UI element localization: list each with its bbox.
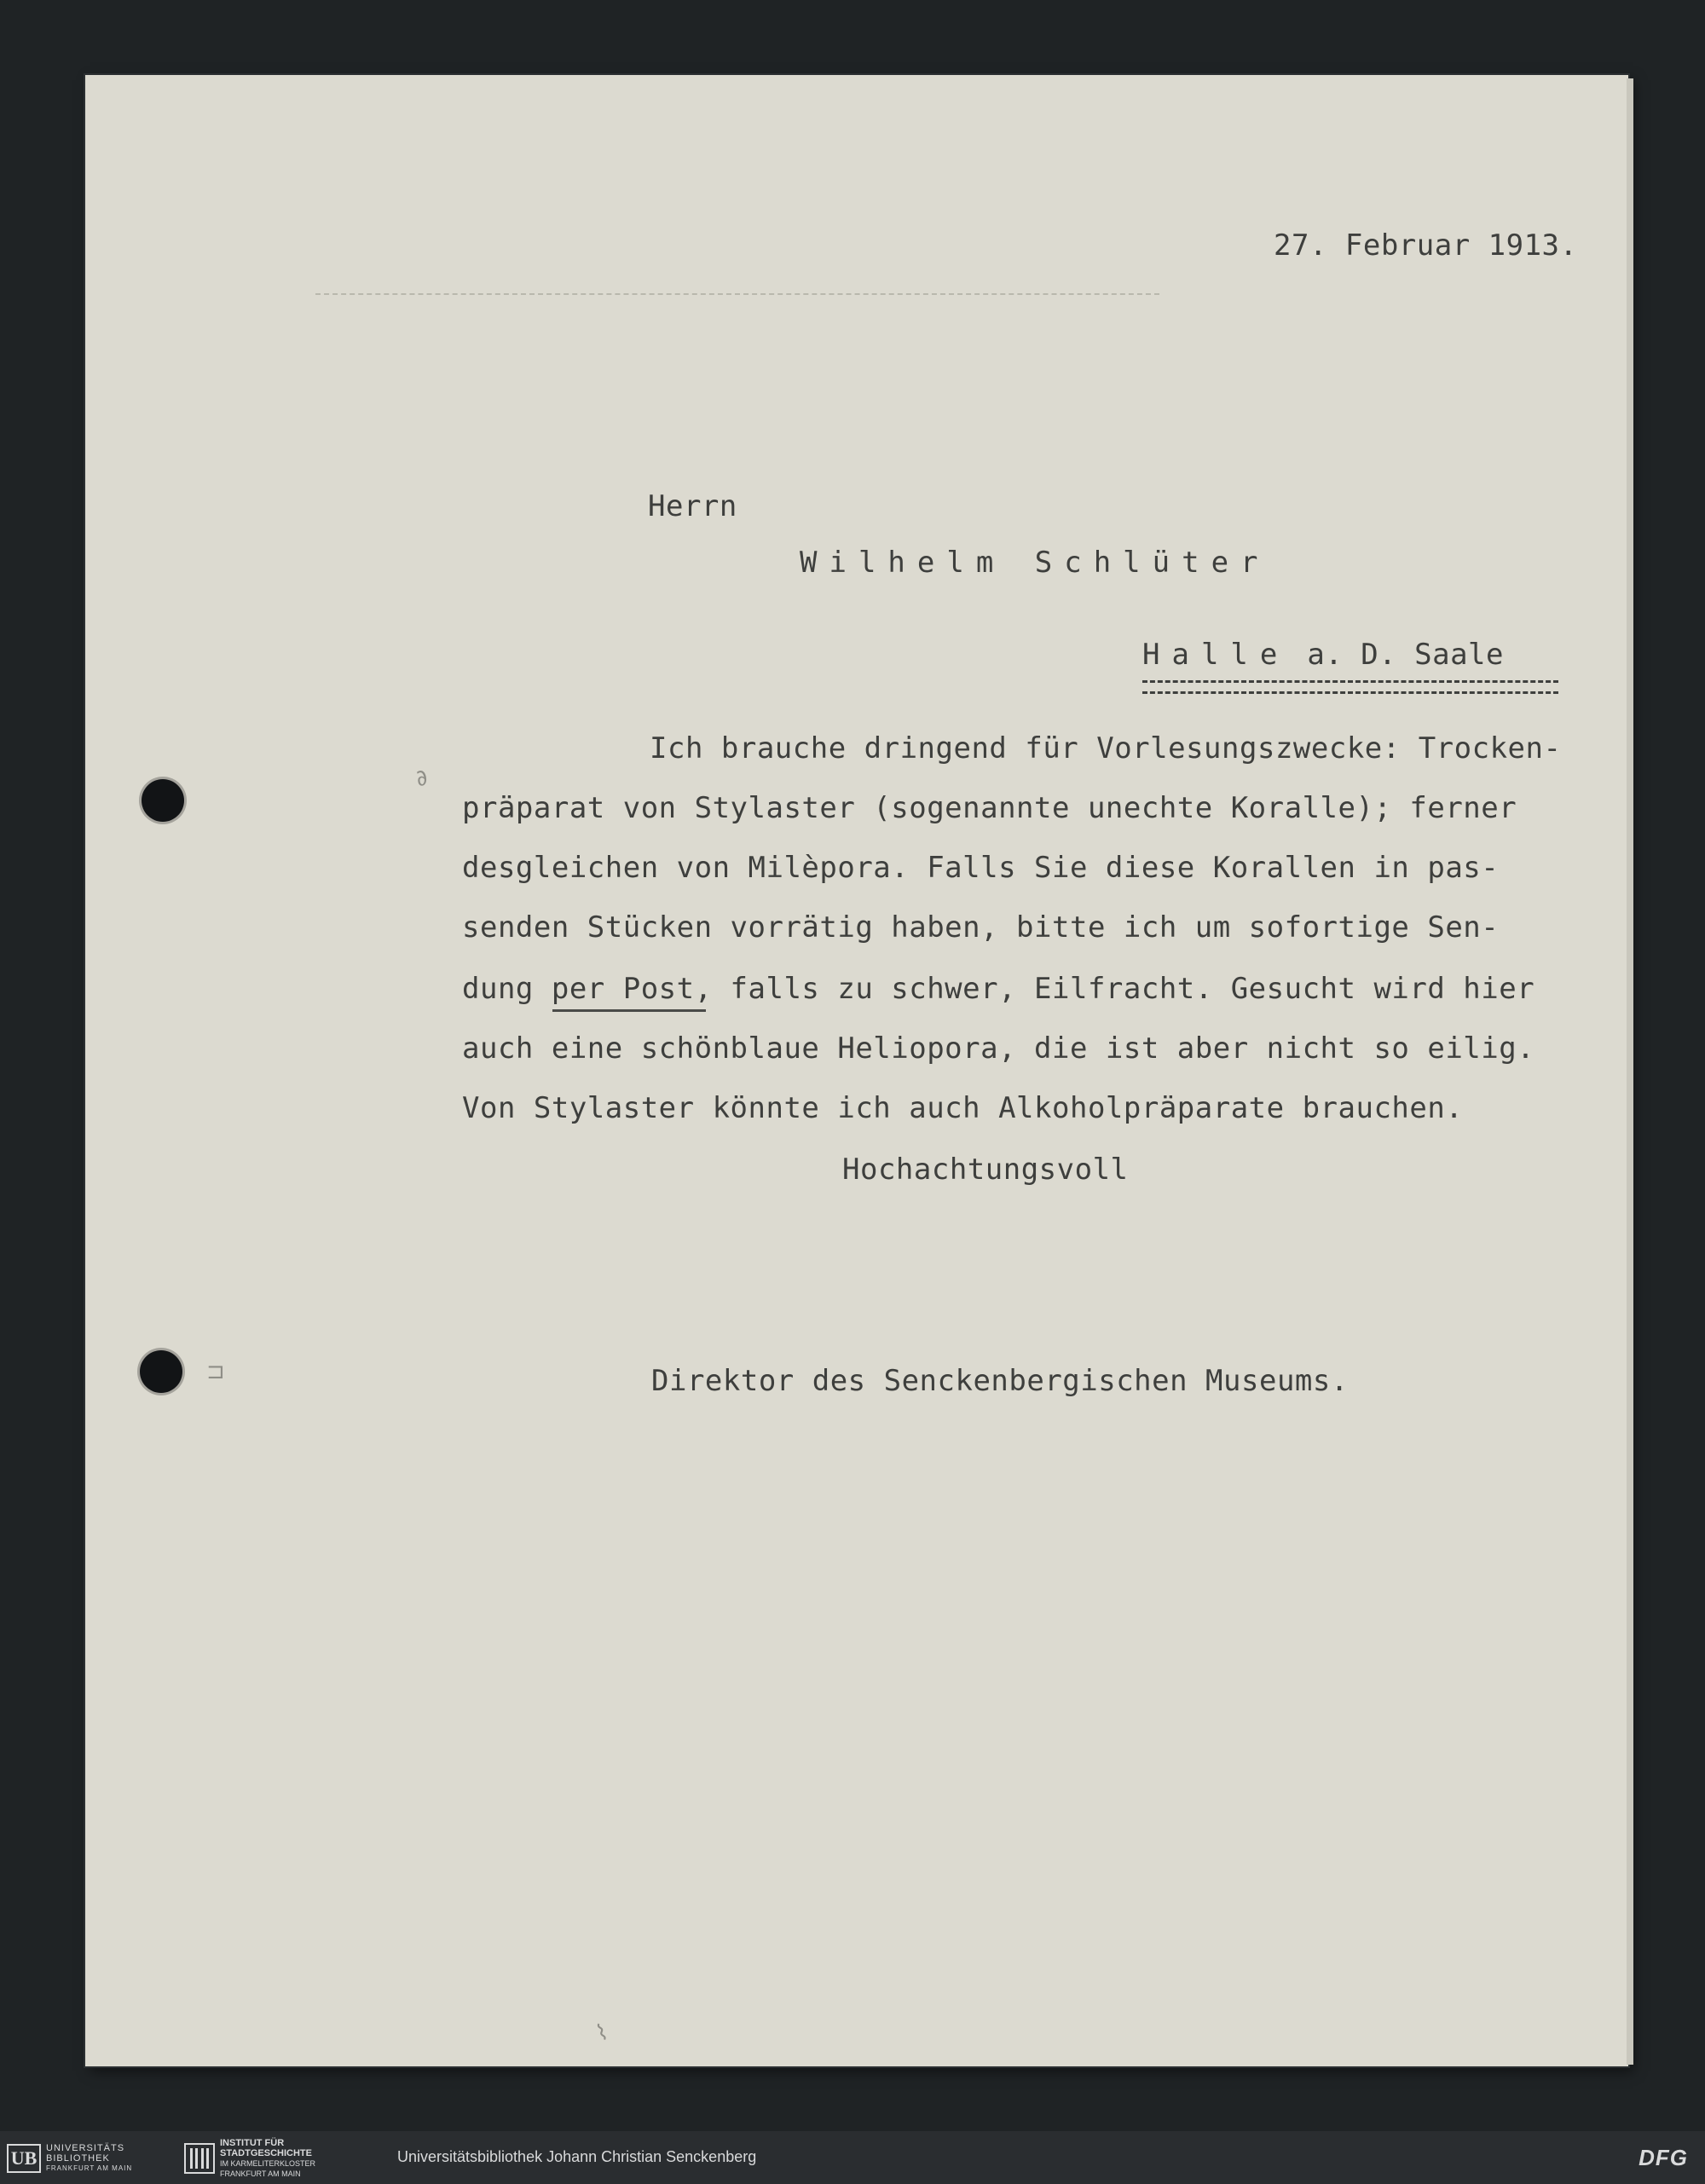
ub-logo-text-line: FRANKFURT AM MAIN xyxy=(46,2164,133,2172)
double-underline xyxy=(1142,680,1558,694)
body-line: präparat von Stylaster (sogenannte unechte Koralle); ferner xyxy=(462,791,1517,825)
ub-logo-mark: UB xyxy=(7,2144,41,2173)
letter-date: 27. Februar 1913. xyxy=(1274,228,1578,263)
pencil-mark: ⊐ xyxy=(206,1359,225,1384)
recipient-city-suffix: a. D. Saale xyxy=(1289,638,1504,672)
body-line: Von Stylaster könnte ich auch Alkoholpräparate brauchen. xyxy=(462,1091,1464,1125)
isg-logo[interactable] xyxy=(184,2138,355,2178)
body-line: dung per Post, falls zu schwer, Eilfracht. Gesucht wird hier xyxy=(462,972,1535,1006)
dfg-logo[interactable]: DFG xyxy=(1639,2145,1688,2170)
pencil-mark: ⌇ xyxy=(592,2019,612,2048)
footer-bar xyxy=(0,2131,1705,2184)
letter-page xyxy=(85,75,1628,2066)
body-line: Ich brauche dringend für Vorlesungszwecke: Trocken- xyxy=(650,731,1562,766)
page-edge xyxy=(1627,78,1633,2065)
recipient-city-name: Halle xyxy=(1142,638,1290,672)
recipient-name: Wilhelm Schlüter xyxy=(800,546,1270,580)
ub-logo-text-line: BIBLIOTHEK xyxy=(46,2153,110,2164)
recipient-city xyxy=(1142,638,1504,672)
isg-columns-icon xyxy=(184,2143,215,2174)
ub-logo[interactable] xyxy=(7,2141,174,2175)
handwritten-underline xyxy=(552,1009,706,1012)
pencil-mark: ∂ xyxy=(412,764,432,793)
salutation: Herrn xyxy=(648,489,737,523)
isg-logo-text-line: IM KARMELITERKLOSTER xyxy=(220,2159,316,2168)
ub-logo-text-line: UNIVERSITÄTS xyxy=(46,2143,125,2153)
isg-logo-text-line: STADTGESCHICHTE xyxy=(220,2148,312,2158)
punch-hole-bottom xyxy=(140,1350,182,1393)
isg-logo-text-line: FRANKFURT AM MAIN xyxy=(220,2170,301,2178)
isg-logo-text-line: INSTITUT FÜR xyxy=(220,2138,285,2148)
ub-logo-text xyxy=(46,2143,132,2174)
faint-offset-line xyxy=(315,293,1159,295)
closing: Hochachtungsvoll xyxy=(842,1153,1129,1187)
isg-logo-text xyxy=(220,2138,315,2179)
signature-line: Direktor des Senckenbergischen Museums. xyxy=(651,1364,1349,1398)
body-line: desgleichen von Milèpora. Falls Sie diese Korallen in pas- xyxy=(462,851,1500,885)
punch-hole-top xyxy=(142,779,184,822)
body-line: auch eine schönblaue Heliopora, die ist aber nicht so eilig. xyxy=(462,1031,1535,1066)
library-caption: Universitätsbibliothek Johann Christian Senckenberg xyxy=(397,2148,757,2165)
body-line: senden Stücken vorrätig haben, bitte ich um sofortige Sen- xyxy=(462,910,1500,945)
